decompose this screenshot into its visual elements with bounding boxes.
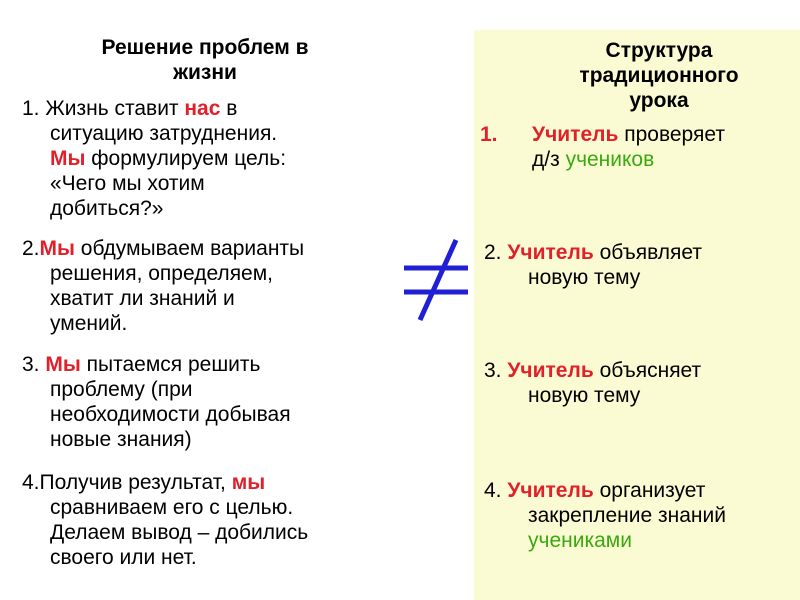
text: проблему (при: [50, 378, 193, 401]
text: обдумываем варианты: [74, 237, 305, 260]
text: добиться?»: [50, 197, 164, 220]
text: д/з: [532, 148, 566, 171]
text: в: [220, 97, 238, 120]
text: 2.: [22, 237, 40, 260]
left-item-4: [22, 470, 308, 570]
text: пытаемся решить: [80, 353, 261, 376]
text: необходимости добывая: [50, 403, 291, 426]
text: 2.: [484, 241, 508, 264]
highlight: Мы: [50, 147, 86, 170]
text: 4.Получив результат,: [22, 471, 232, 494]
text: организует: [593, 479, 706, 502]
right-item-2: [484, 240, 702, 290]
highlight: Учитель: [507, 479, 594, 502]
highlight: Учитель: [507, 359, 594, 382]
highlight-green: учениками: [528, 529, 632, 552]
text: формулируем цель:: [85, 147, 287, 170]
highlight-green: учеников: [565, 148, 655, 171]
left-title: [60, 35, 350, 85]
right-title: [534, 38, 784, 113]
highlight: нас: [184, 97, 221, 120]
text: сравниваем его с целью.: [50, 496, 294, 519]
item-number: 1.: [480, 123, 498, 146]
text: Делаем вывод – добились: [50, 521, 309, 544]
highlight: Мы: [39, 237, 75, 260]
text: новую тему: [528, 384, 641, 407]
text: объявляет: [593, 241, 702, 264]
not-equal-icon: [398, 230, 478, 330]
left-item-3: [22, 352, 291, 452]
text: 1. Жизнь ставит: [22, 97, 185, 120]
highlight: Учитель: [507, 241, 594, 264]
text: закрепление знаний: [528, 504, 726, 527]
text: 4.: [484, 479, 508, 502]
right-item-4: [484, 478, 726, 553]
text: своего или нет.: [50, 546, 197, 569]
text: 3.: [22, 353, 46, 376]
right-title-line-1: Структура: [605, 39, 713, 62]
text: решения, определяем,: [50, 262, 274, 285]
text: объясняет: [593, 359, 702, 382]
highlight: Мы: [45, 353, 81, 376]
left-title-line-1: Решение проблем в: [101, 36, 309, 59]
text: 3.: [484, 359, 508, 382]
right-item-1: [480, 122, 725, 172]
text: хватит ли знаний и: [50, 287, 235, 310]
right-panel: [474, 30, 800, 600]
left-title-line-2: жизни: [173, 61, 237, 84]
highlight: мы: [231, 471, 266, 494]
text: «Чего мы хотим: [50, 172, 205, 195]
text: новые знания): [50, 428, 192, 451]
highlight: Учитель: [532, 123, 619, 146]
text: умений.: [50, 312, 128, 335]
right-title-line-2: традиционного: [579, 64, 739, 87]
text: проверяет: [618, 123, 725, 146]
right-item-3: [484, 358, 701, 408]
text: новую тему: [528, 266, 641, 289]
left-item-1: [22, 96, 286, 221]
right-title-line-3: урока: [629, 89, 689, 112]
left-item-2: [22, 236, 304, 336]
text: ситуацию затруднения.: [50, 122, 278, 145]
